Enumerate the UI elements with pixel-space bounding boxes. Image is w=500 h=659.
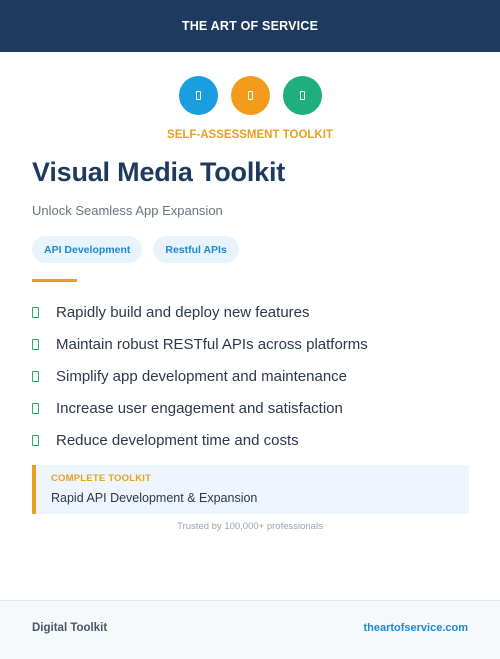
feature-text: Increase user engagement and satisfaction <box>56 399 343 417</box>
kicker-label: SELF-ASSESSMENT TOOLKIT <box>167 129 333 141</box>
toolkit-callout <box>32 465 469 514</box>
app-icon <box>196 91 201 100</box>
feature-text: Simplify app development and maintenance <box>56 367 348 385</box>
feature-text: Maintain robust RESTful APIs across platforms <box>56 335 368 353</box>
header-bar <box>0 0 500 52</box>
icon-row <box>0 76 500 115</box>
website-link[interactable]: theartofservice.com <box>363 622 468 634</box>
footer-bar <box>0 600 500 659</box>
accent-divider <box>32 279 77 282</box>
check-icon <box>32 339 39 350</box>
feature-item <box>32 328 368 360</box>
orange-app-icon <box>231 76 270 115</box>
check-icon <box>32 435 39 446</box>
feature-item <box>32 424 368 456</box>
check-icon <box>32 403 39 414</box>
feature-item <box>32 360 368 392</box>
green-app-icon <box>283 76 322 115</box>
page-title: Visual Media Toolkit <box>32 157 286 187</box>
app-icon <box>300 91 305 100</box>
feature-item <box>32 296 368 328</box>
app-icon <box>248 91 253 100</box>
tag-api-development: API Development <box>32 236 142 263</box>
feature-list <box>32 296 368 456</box>
footer-label: Digital Toolkit <box>32 622 108 634</box>
check-icon <box>32 371 39 382</box>
tag-list <box>32 236 239 263</box>
feature-text: Rapidly build and deploy new features <box>56 303 310 321</box>
tag-restful-apis: Restful APIs <box>153 236 238 263</box>
header-title: THE ART OF SERVICE <box>181 19 319 33</box>
check-icon <box>32 307 39 318</box>
trusted-note: Trusted by 100,000+ professionals <box>177 521 323 532</box>
feature-text: Reduce development time and costs <box>56 431 299 449</box>
feature-item <box>32 392 368 424</box>
callout-label: COMPLETE TOOLKIT <box>51 473 152 484</box>
callout-text: Rapid API Development & Expansion <box>51 491 258 505</box>
blue-app-icon <box>179 76 218 115</box>
page-subtitle: Unlock Seamless App Expansion <box>32 203 223 218</box>
